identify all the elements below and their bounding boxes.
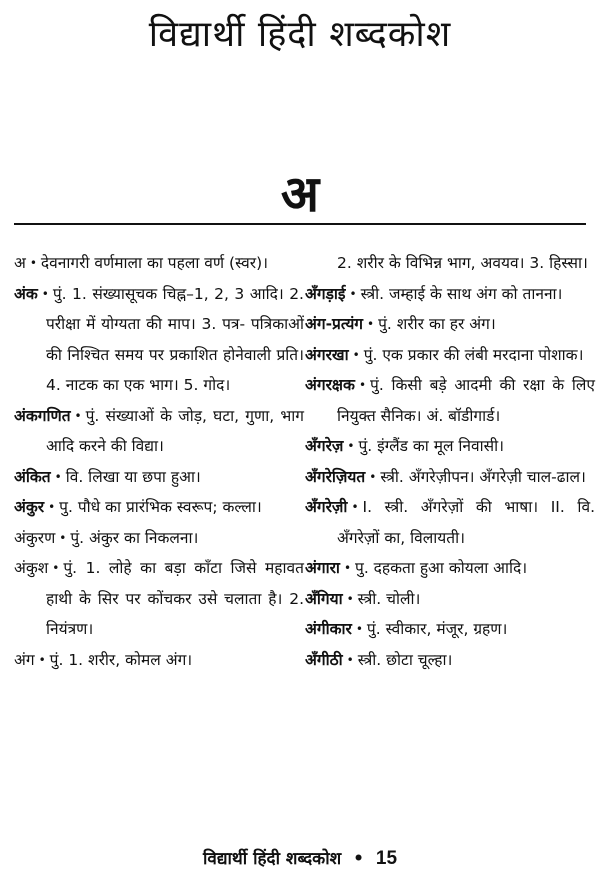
entry-headword: अंगीकार — [305, 620, 352, 638]
dictionary-entry — [305, 309, 595, 340]
entry-definition: पुं. संख्याओं के जोड़, घटा, गुणा, भाग आदि करने की विद्या। — [46, 406, 304, 455]
bullet-icon: • — [355, 622, 363, 636]
dictionary-entry — [305, 553, 595, 584]
entry-definition: स्त्री. छोटा चूल्हा। — [357, 650, 453, 669]
entry-headword: अंगारा — [305, 559, 340, 577]
entry-headword: अंकुरण — [14, 528, 56, 547]
bullet-icon: • — [358, 378, 367, 392]
dictionary-entry — [14, 401, 304, 462]
dictionary-entry — [305, 248, 595, 279]
entry-headword: अँगरेज़ी — [305, 498, 348, 516]
bullet-icon: • — [349, 286, 357, 301]
entry-headword: अंग — [14, 650, 35, 669]
bullet-icon: • — [347, 439, 355, 453]
dictionary-entry — [305, 431, 595, 462]
bullet-icon: • — [369, 469, 377, 484]
entry-headword: अँगीठी — [305, 650, 343, 669]
bullet-icon: • — [48, 500, 56, 514]
dictionary-entry — [14, 248, 304, 279]
entry-definition: पुं. स्वीकार, मंजूर, ग्रहण। — [366, 620, 508, 638]
entry-definition: स्त्री. चोली। — [357, 589, 421, 608]
footer-book-title: विद्यार्थी हिंदी शब्दकोश — [202, 849, 342, 869]
entry-definition: पु. दहकता हुआ कोयला आदि। — [355, 559, 528, 577]
dictionary-entry — [305, 279, 595, 310]
bullet-icon: • — [343, 561, 352, 575]
entry-headword: अंगरक्षक — [305, 376, 355, 394]
entry-definition: पुं. अंकुर का निकलना। — [70, 528, 199, 547]
entry-headword: अंकुर — [14, 498, 45, 516]
dictionary-entry — [14, 492, 304, 523]
entry-headword: अंकुश — [14, 559, 49, 577]
entry-definition: स्त्री. अँगरेज़ीपन। अँगरेज़ी चाल-ढाल। — [380, 467, 586, 486]
entry-definition: वि. लिखा या छपा हुआ। — [65, 467, 201, 486]
bullet-icon: • — [29, 256, 37, 270]
entry-headword: अंगरखा — [305, 345, 349, 364]
entry-headword: अँगड़ाई — [305, 284, 346, 303]
page-footer — [0, 846, 600, 870]
dictionary-entry — [305, 645, 595, 676]
entry-definition: पुं. इंग्लैंड का मूल निवासी। — [358, 437, 505, 455]
entry-definition: देवनागरी वर्णमाला का पहला वर्ण (स्वर)। — [40, 254, 268, 272]
entry-definition: पुं. 1. लोहे का बड़ा काँटा जिसे महावत हाथी के सिर पर कोंचकर उसे चलाता है। 2. नियंत्रण। — [46, 559, 304, 638]
entry-headword: अँगिया — [305, 589, 343, 608]
bullet-icon: • — [346, 591, 354, 606]
bullet-icon: • — [351, 500, 359, 514]
entry-headword: अँगरेज़ — [305, 437, 344, 455]
bullet-icon: • — [52, 561, 60, 575]
entry-definition: पु. पौधे का प्रारंभिक स्वरूप; कल्ला। — [59, 498, 262, 516]
dictionary-entry — [14, 645, 304, 676]
entry-definition: I. स्त्री. अँगरेज़ों की भाषा। II. वि. अँगरेज़ों का, विलायती। — [337, 498, 595, 547]
left-column — [14, 248, 304, 675]
bullet-icon: • — [38, 652, 46, 667]
entry-headword: अँगरेज़ियत — [305, 467, 366, 486]
entry-definition: पुं. शरीर का हर अंग। — [378, 315, 496, 333]
dictionary-entry — [305, 492, 595, 553]
bullet-icon: • — [367, 317, 375, 331]
dictionary-entry — [14, 462, 304, 493]
dictionary-entry — [14, 553, 304, 645]
entry-headword: अंग-प्रत्यंग — [305, 315, 364, 333]
dictionary-entry — [305, 614, 595, 645]
entry-definition: 2. शरीर के विभिन्न भाग, अवयव। 3. हिस्सा। — [337, 254, 588, 272]
dictionary-entry — [305, 340, 595, 371]
dictionary-entry — [14, 523, 304, 554]
entry-definition: पुं. किसी बड़े आदमी की रक्षा के लिए नियुक्त सैनिक। अं. बॉडीगार्ड। — [337, 376, 595, 425]
entry-headword: अंकित — [14, 467, 51, 486]
entry-definition: पुं. एक प्रकार की लंबी मरदाना पोशाक। — [363, 345, 584, 364]
entry-headword: अ — [14, 254, 26, 272]
section-letter: अ — [280, 165, 320, 223]
entry-definition: पुं. 1. संख्यासूचक चिह्न–1, 2, 3 आदि। 2. परीक्षा में योग्यता की माप। 3. पत्र- पत्रिकाओं की निश्चित समय पर प्रकाशित होनेवाली प्रति। 4. नाटक का एक भाग। 5. गोद। — [46, 284, 304, 394]
entry-headword: अंकगणित — [14, 406, 71, 425]
page-number: 15 — [375, 848, 398, 869]
horizontal-rule — [14, 223, 586, 225]
dictionary-entry — [305, 584, 595, 615]
bullet-icon: • — [346, 652, 354, 667]
dictionary-entry — [14, 279, 304, 401]
bullet-icon: • — [353, 849, 364, 869]
bullet-icon: • — [352, 347, 360, 362]
bullet-icon: • — [41, 286, 49, 301]
entry-definition: पुं. 1. शरीर, कोमल अंग। — [49, 650, 193, 669]
bullet-icon: • — [54, 469, 62, 484]
entry-headword: अंक — [14, 284, 38, 303]
dictionary-entry — [305, 462, 595, 493]
bullet-icon: • — [59, 530, 67, 545]
right-column — [305, 248, 595, 675]
bullet-icon: • — [74, 408, 82, 423]
entry-definition: स्त्री. जम्हाई के साथ अंग को तानना। — [360, 284, 563, 303]
page-title: विद्यार्थी हिंदी शब्दकोश — [148, 14, 452, 55]
dictionary-entry — [305, 370, 595, 431]
